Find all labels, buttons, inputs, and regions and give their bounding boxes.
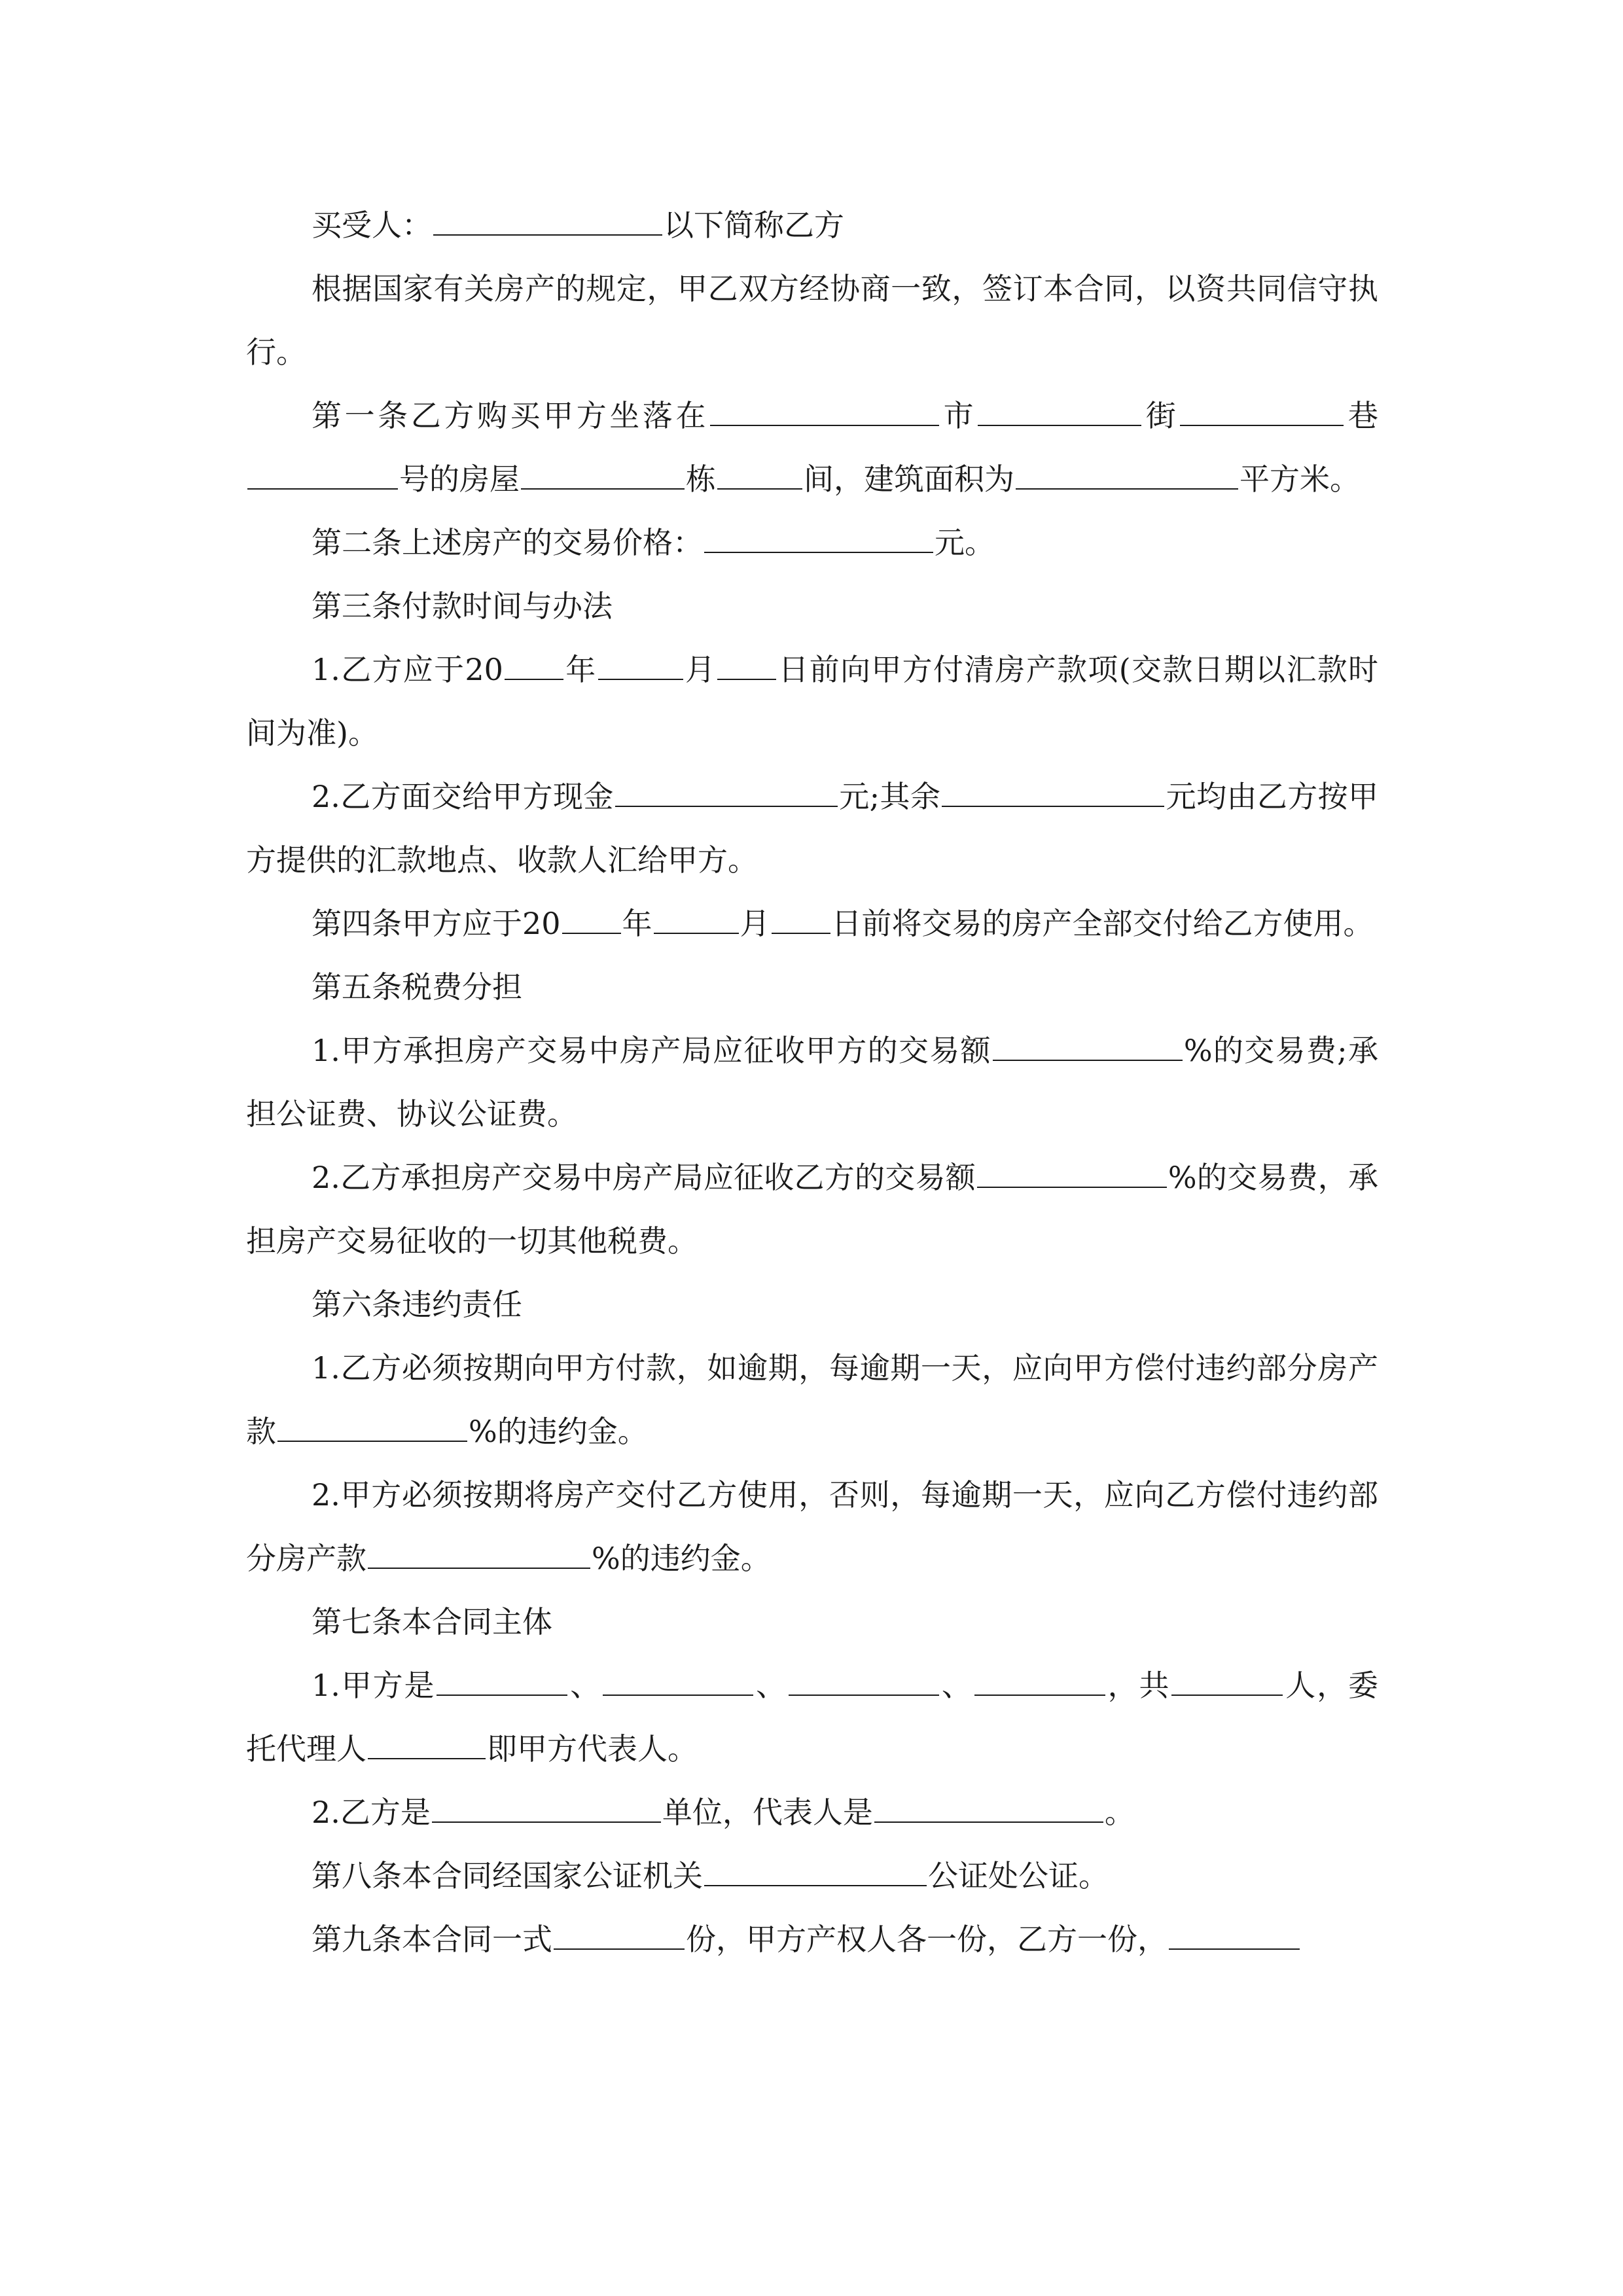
text: 第三条付款时间与办法 (312, 588, 613, 624)
text: 第五条税费分担 (312, 969, 522, 1005)
blank-day[interactable] (772, 903, 830, 934)
paragraph-article-7-item-2 (246, 1781, 1378, 1844)
blank-buyer-name[interactable] (433, 204, 662, 236)
paragraph-buyer (246, 194, 1378, 257)
paragraph-article-3-title (246, 575, 1378, 638)
text: 2.乙方承担房产交易中房产局应征收乙方的交易额 (312, 1160, 976, 1195)
blank-notary-office[interactable] (704, 1855, 927, 1886)
blank-building[interactable] (717, 458, 802, 490)
blank-seller-fee-rate[interactable] (993, 1030, 1183, 1061)
text: %的交易费，承担房产交易征收的一切其他税费。 (246, 1160, 1379, 1259)
paragraph-article-4 (246, 892, 1378, 956)
paragraph-article-5-item-2 (246, 1146, 1378, 1273)
text: 人，委托代理人 (246, 1668, 1379, 1767)
text: 、 (940, 1668, 973, 1703)
blank-day[interactable] (717, 649, 776, 680)
paragraph-article-5-title (246, 956, 1378, 1019)
text: 市 (940, 398, 977, 433)
blank-city[interactable] (978, 395, 1141, 426)
paragraph-article-6-item-2 (246, 1463, 1378, 1590)
blank-party-a-count[interactable] (1171, 1664, 1283, 1696)
text: ，共 (1106, 1668, 1171, 1703)
text: 买受人： (312, 207, 432, 243)
blank-area[interactable] (1016, 458, 1238, 490)
text: 。 (1104, 1795, 1135, 1830)
blank-number[interactable] (521, 458, 685, 490)
text: 2.乙方面交给甲方现金 (312, 779, 614, 814)
text: 第七条本合同主体 (312, 1604, 552, 1640)
paragraph-article-3-item-2 (246, 765, 1378, 892)
text: 街 (1143, 398, 1179, 433)
text: 1.甲方是 (312, 1668, 436, 1703)
paragraph-article-6-title (246, 1273, 1378, 1336)
blank-cash-amount[interactable] (615, 776, 838, 807)
text: 间，建筑面积为 (804, 461, 1014, 497)
text: 元;其余 (838, 779, 941, 814)
blank-party-a-3[interactable] (789, 1664, 939, 1696)
blank-year[interactable] (505, 649, 563, 680)
text: %的交易费;承担公证费、协议公证费。 (246, 1033, 1378, 1132)
text: 平方米。 (1240, 461, 1360, 497)
text: 公证处公证。 (928, 1858, 1109, 1893)
text: 第九条本合同一式 (312, 1922, 552, 1957)
blank-location[interactable] (710, 395, 939, 426)
contract-body (246, 194, 1378, 1971)
text: 元。 (935, 525, 995, 560)
blank-month[interactable] (598, 649, 683, 680)
paragraph-article-2 (246, 511, 1378, 575)
blank-buyer-fee-rate[interactable] (977, 1157, 1167, 1188)
text: 1.乙方必须按期向甲方付款，如逾期，每逾期一天，应向甲方偿付违约部分房产款 (246, 1350, 1378, 1449)
text: 即甲方代表人。 (487, 1731, 698, 1767)
text: 根据国家有关房产的规定，甲乙双方经协商一致，签订本合同，以资共同信守执行。 (246, 271, 1378, 370)
blank-price[interactable] (704, 522, 933, 553)
text: %的违约金。 (469, 1414, 648, 1449)
paragraph-article-6-item-1 (246, 1336, 1378, 1463)
text: 、 (569, 1668, 602, 1703)
blank-seller-penalty-rate[interactable] (368, 1537, 590, 1569)
text: 年 (622, 906, 652, 941)
text: 元均由乙方按甲方提供的汇款地点、收款人汇给甲方。 (246, 779, 1379, 878)
text: 月 (740, 906, 770, 941)
text: 年 (564, 652, 597, 687)
blank-party-a-1[interactable] (437, 1664, 567, 1696)
text: 巷 (1345, 398, 1379, 433)
text: 份，甲方产权人各一份，乙方一份， (686, 1922, 1168, 1957)
text: 第一条乙方购买甲方坐落在 (312, 398, 709, 433)
blank-copies[interactable] (554, 1918, 685, 1950)
text: 第二条上述房产的交易价格： (312, 525, 703, 560)
blank-party-b-representative[interactable] (874, 1791, 1103, 1823)
text: 月 (684, 652, 717, 687)
blank-party-a-4[interactable] (974, 1664, 1105, 1696)
blank-agent[interactable] (368, 1728, 486, 1759)
paragraph-article-3-item-1 (246, 638, 1378, 765)
paragraph-article-7-item-1 (246, 1654, 1378, 1781)
paragraph-article-9 (246, 1908, 1378, 1971)
text: 日前向甲方付清房产款项(交款日期以汇款时间为准)。 (246, 652, 1379, 751)
text: 2.甲方必须按期将房产交付乙方使用，否则，每逾期一天，应向乙方偿付违约部分房产款 (246, 1477, 1378, 1576)
paragraph-article-7-title (246, 1590, 1378, 1654)
paragraph-article-1 (246, 384, 1378, 511)
paragraph-article-5-item-1 (246, 1019, 1378, 1146)
blank-lane[interactable] (247, 458, 398, 490)
blank-party-a-2[interactable] (603, 1664, 753, 1696)
text: 号的房屋 (399, 461, 520, 497)
text: 第八条本合同经国家公证机关 (312, 1858, 703, 1893)
paragraph-article-8 (246, 1844, 1378, 1908)
blank-year[interactable] (562, 903, 621, 934)
text: 以下简称乙方 (664, 207, 844, 243)
text: 1.甲方承担房产交易中房产局应征收甲方的交易额 (312, 1033, 991, 1068)
blank-remaining-amount[interactable] (942, 776, 1164, 807)
text: %的违约金。 (592, 1541, 771, 1576)
text: 1.乙方应于20 (312, 652, 503, 687)
paragraph-preamble (246, 257, 1378, 384)
blank-month[interactable] (654, 903, 739, 934)
text: 单位，代表人是 (662, 1795, 873, 1830)
blank-buyer-penalty-rate[interactable] (277, 1410, 467, 1442)
blank-street[interactable] (1180, 395, 1344, 426)
text: 第四条甲方应于20 (312, 906, 561, 941)
text: 第六条违约责任 (312, 1287, 522, 1322)
blank-other-copies[interactable] (1169, 1918, 1300, 1950)
text: 2.乙方是 (312, 1795, 431, 1830)
text: 日前将交易的房产全部交付给乙方使用。 (831, 906, 1374, 941)
blank-party-b-unit[interactable] (432, 1791, 661, 1823)
text: 栋 (686, 461, 716, 497)
text: 、 (755, 1668, 787, 1703)
